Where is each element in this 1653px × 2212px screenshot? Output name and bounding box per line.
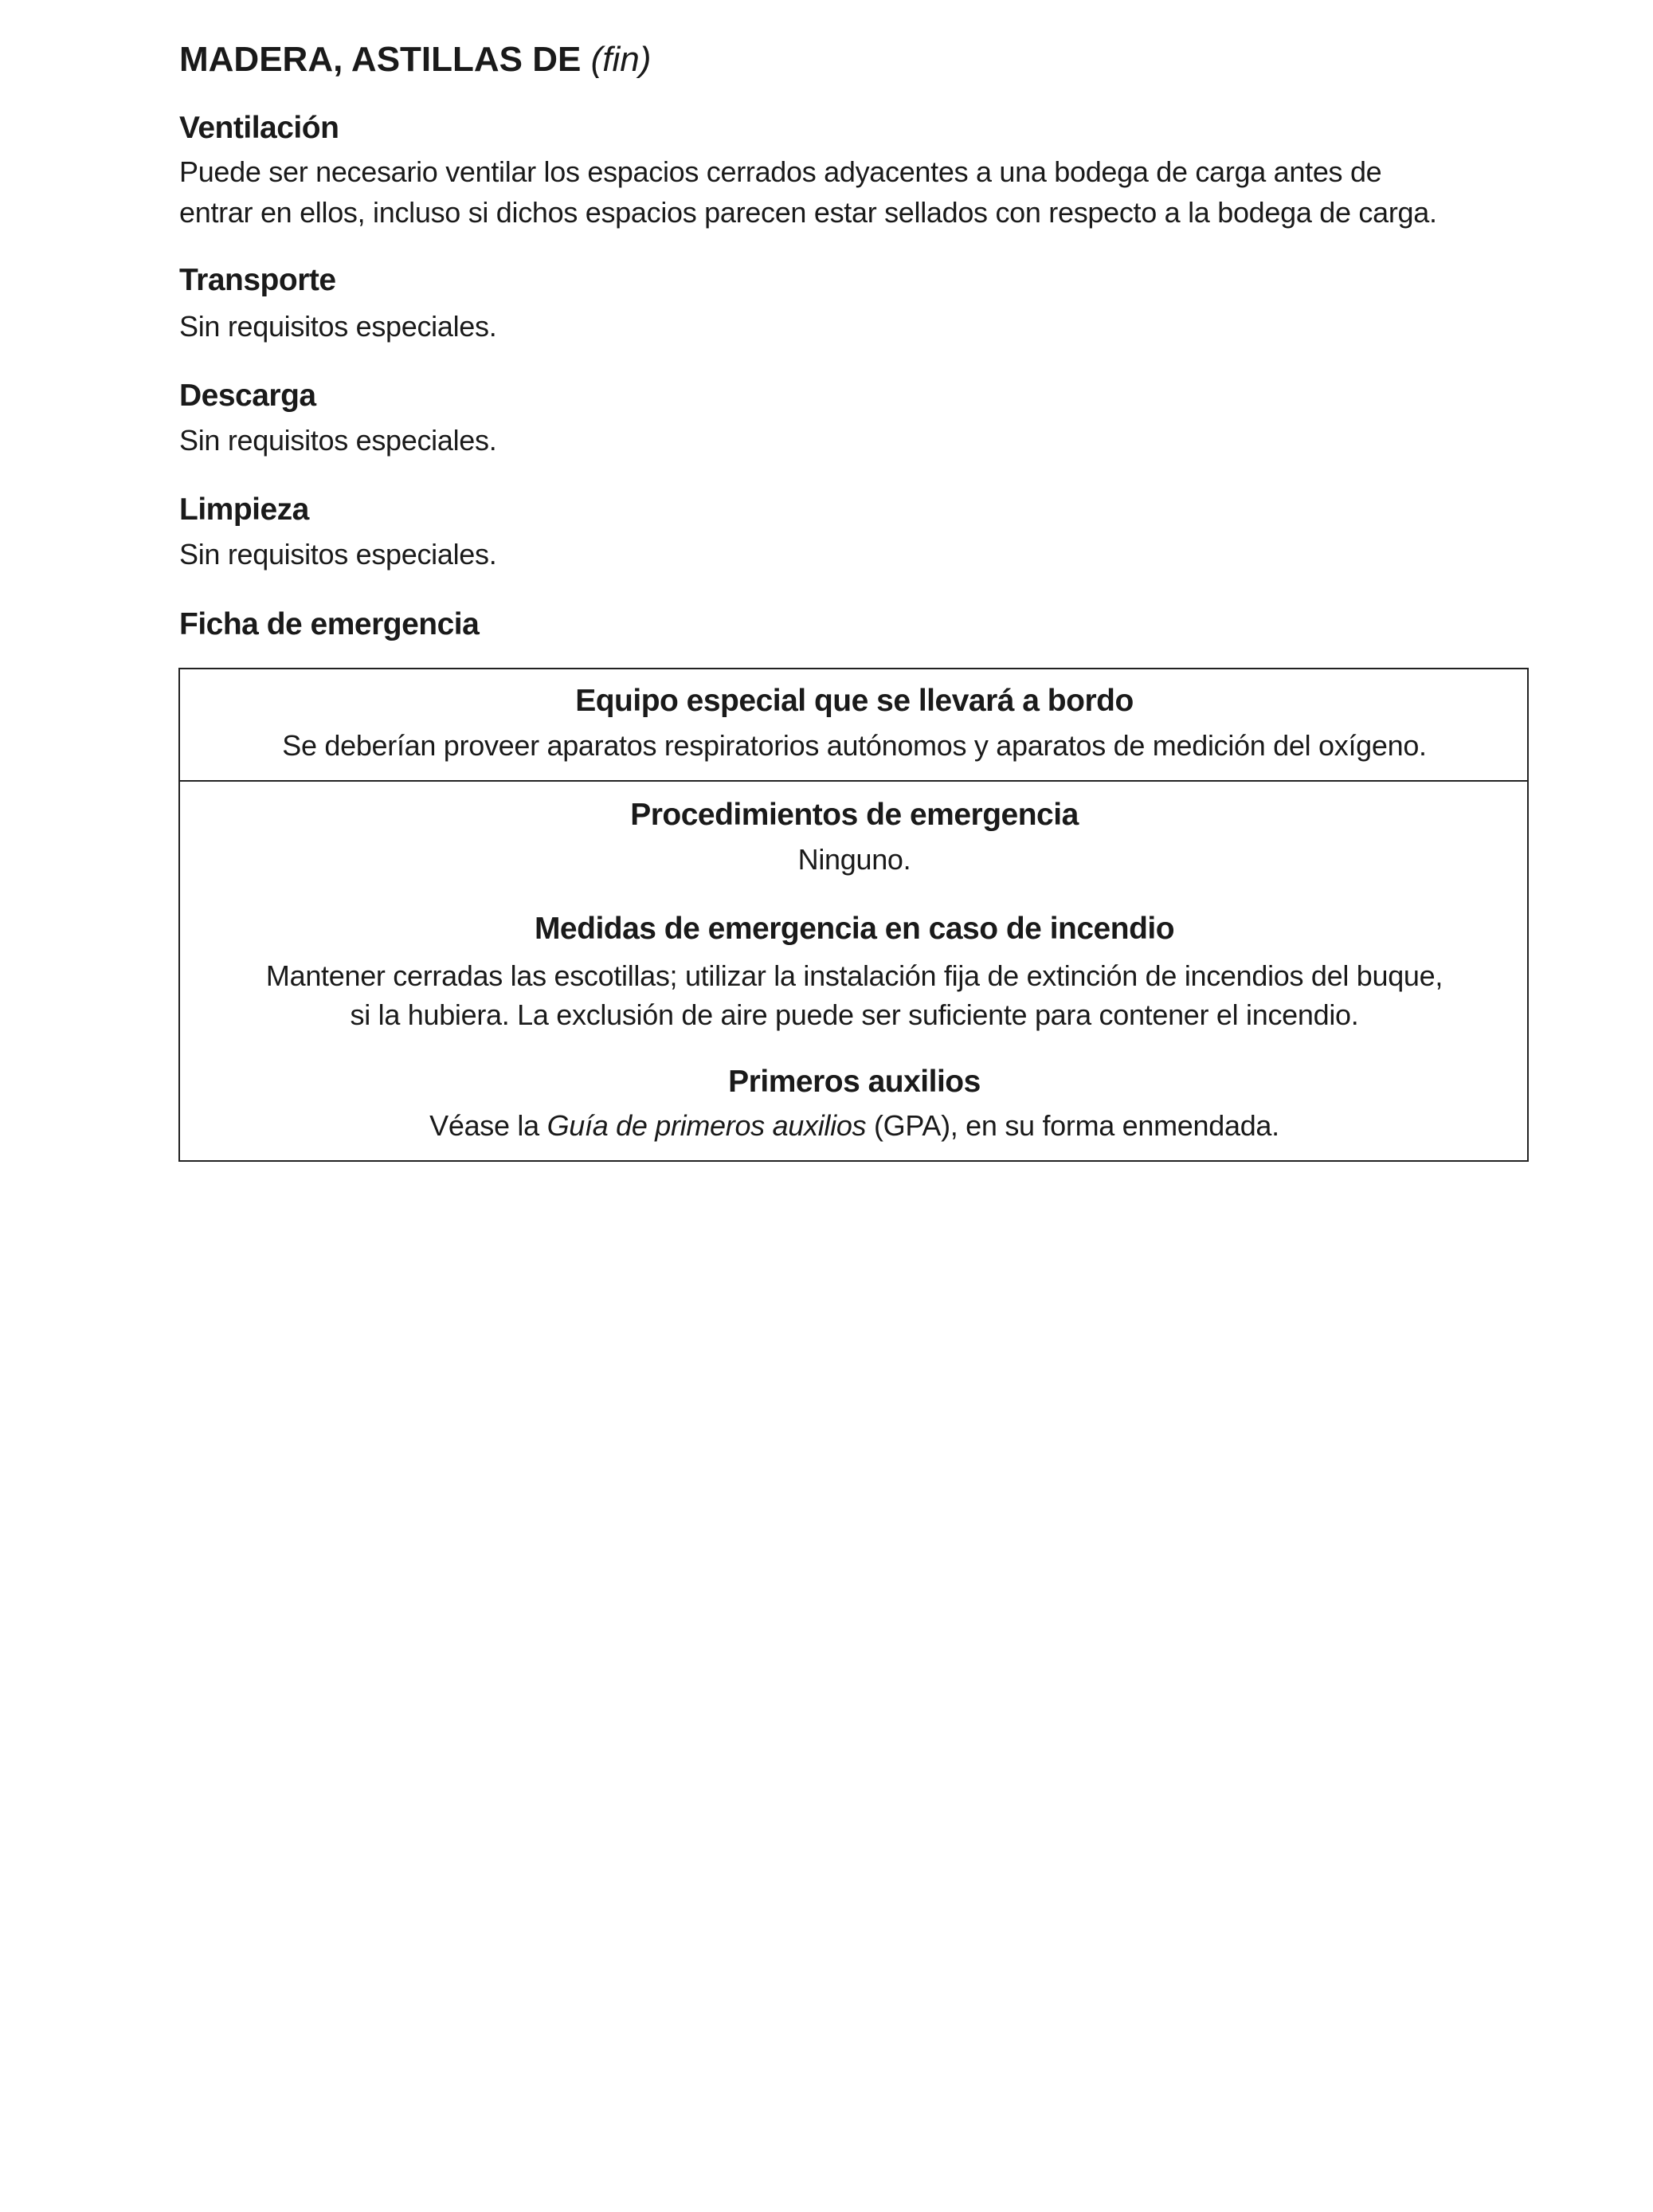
title-main: MADERA, ASTILLAS DE	[179, 40, 582, 79]
section-heading-ficha: Ficha de emergencia	[179, 607, 480, 641]
fire-body-line: Mantener cerradas las escotillas; utilizar la instalación fija de extinción de incendios del buque,	[265, 959, 1443, 992]
title-suffix: (fin)	[590, 40, 652, 79]
fire-body-line: si la hubiera. La exclusión de aire puede ser suficiente para contener el incendio.	[350, 998, 1359, 1031]
equipment-body: Se deberían proveer aparatos respiratorios autónomos y aparatos de medición del oxígeno.	[282, 729, 1427, 762]
first-aid-suffix: (GPA), en su forma enmendada.	[873, 1109, 1279, 1142]
section-body-limpieza: Sin requisitos especiales.	[179, 538, 497, 571]
fire-heading: Medidas de emergencia en caso de incendio	[534, 912, 1175, 946]
first-aid-body	[179, 1106, 1530, 1146]
section-heading-transporte: Transporte	[179, 263, 336, 297]
section-body-descarga: Sin requisitos especiales.	[179, 424, 497, 457]
first-aid-heading: Primeros auxilios	[728, 1065, 981, 1099]
procedures-body: Ninguno.	[797, 843, 911, 876]
section-heading-limpieza: Limpieza	[179, 492, 309, 527]
first-aid-guide-title: Guía de primeros auxilios	[546, 1109, 867, 1142]
equipment-heading: Equipo especial que se llevará a bordo	[575, 684, 1134, 718]
procedures-heading: Procedimientos de emergencia	[630, 798, 1079, 832]
section-heading-descarga: Descarga	[179, 378, 316, 413]
page-title	[179, 40, 1530, 80]
section-body-line: Puede ser necesario ventilar los espacios cerrados adyacentes a una bodega de carga antes de	[179, 155, 1382, 188]
first-aid-prefix: Véase la	[429, 1109, 539, 1142]
section-body-line: entrar en ellos, incluso si dichos espacios parecen estar sellados con respecto a la bodega de carga.	[179, 196, 1437, 229]
emergency-card-divider	[178, 780, 1529, 782]
section-body-transporte: Sin requisitos especiales.	[179, 310, 497, 343]
section-heading-ventilacion: Ventilación	[179, 111, 339, 145]
